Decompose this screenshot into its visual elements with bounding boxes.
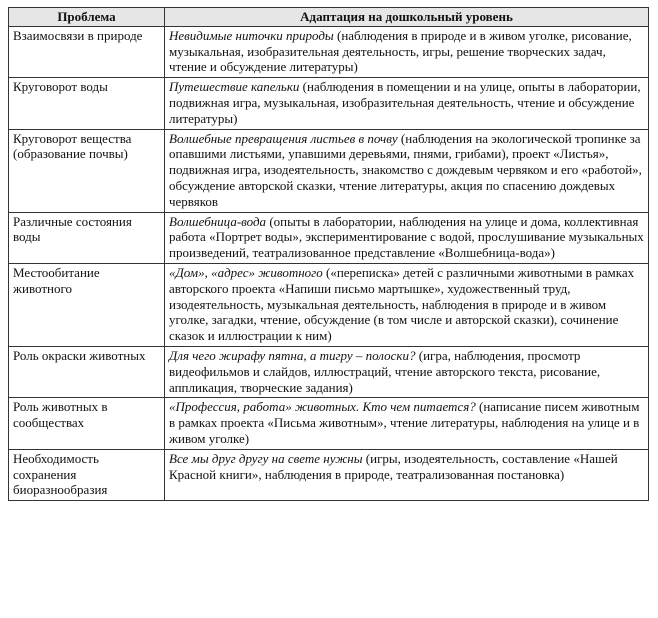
activity-title: Все мы друг другу на свете нужны bbox=[169, 450, 363, 466]
table-row bbox=[9, 129, 649, 212]
problem-cell: Круговорот воды bbox=[9, 78, 165, 129]
activity-title: Волшебница-вода bbox=[169, 213, 267, 229]
adaptation-cell bbox=[165, 78, 649, 129]
problem-cell: Различные состояния воды bbox=[9, 212, 165, 263]
activity-details: (игры, изодеятельность, составление «Нашей Красной книги», наблюдения в природе, театрализованная постановка) bbox=[169, 450, 618, 482]
table-row bbox=[9, 398, 649, 449]
problem-cell: Взаимосвязи в природе bbox=[9, 26, 165, 77]
table-row bbox=[9, 212, 649, 263]
activity-title: Путешествие капельки bbox=[169, 79, 300, 95]
activity-details: (игра, наблюдения, просмотр видеофильмов и слайдов, иллюстраций, чтение авторского текста, рисование, аппликация, творческие задания) bbox=[169, 347, 601, 395]
table-row bbox=[9, 346, 649, 397]
table-row bbox=[9, 78, 649, 129]
activity-title: Волшебные превращения листьев в почву bbox=[169, 130, 398, 146]
adaptation-cell bbox=[165, 449, 649, 500]
header-adaptation: Адаптация на дошкольный уровень bbox=[165, 8, 649, 27]
table-row bbox=[9, 26, 649, 77]
adaptation-cell bbox=[165, 263, 649, 346]
activity-title: «Дом», «адрес» животного bbox=[169, 264, 323, 280]
table-row bbox=[9, 263, 649, 346]
adaptation-cell bbox=[165, 398, 649, 449]
activity-title: Для чего жирафу пятна, а тигру – полоски? bbox=[169, 347, 416, 363]
adaptation-cell bbox=[165, 346, 649, 397]
problem-cell: Местообитание животного bbox=[9, 263, 165, 346]
adaptation-cell bbox=[165, 26, 649, 77]
activity-details: (наблюдения на экологической тропинке за опавшими листьями, упавшими деревьями, пнями, грибами), проект «Листья», подвижная игра, изодеятельность, знакомство с дождевым червяком и его «работой», обсуждение авторской сказки, чтение литературы, акция по спасению дождевых червяков bbox=[169, 130, 642, 209]
problem-cell: Роль животных в сообществах bbox=[9, 398, 165, 449]
table-row bbox=[9, 449, 649, 500]
problem-cell: Необходимость сохранения биоразнообразия bbox=[9, 449, 165, 500]
activity-details: (наблюдения в помещении и на улице, опыты в лаборатории, подвижная игра, музыкальная, изобразительная деятельность, чтение и обсуждение литературы) bbox=[169, 79, 641, 126]
adaptation-cell bbox=[165, 212, 649, 263]
activity-details: (написание писем животным в рамках проекта «Письма животным», чтение литературы, наблюдения на улице и в живом уголке) bbox=[169, 399, 640, 446]
problem-cell: Круговорот вещества (образование почвы) bbox=[9, 129, 165, 212]
header-problem: Проблема bbox=[9, 8, 165, 27]
activity-details: (наблюдения в природе и в живом уголке, рисование, музыкальная, изобразительная деятельность, игры, решение творческих задач, чтение и обсуждение литературы) bbox=[169, 27, 632, 75]
activity-details: («переписка» детей с различными животными в рамках авторского проекта «Напиши письмо мартышке», художественный труд, изодеятельность, музыкальная деятельность, наблюдения в природе и в живом уголке, загадки, чтение, обсуждение (в том числе и авторской сказки), сочинение сказок и иллюстрации к ним) bbox=[169, 264, 635, 344]
table-header-row bbox=[9, 8, 649, 27]
activity-details: (опыты в лаборатории, наблюдения на улице и дома, коллективная работа «Портрет воды», экспериментирование с водой, прослушивание музыкальных произведений, театрализованное представление «Волшебница-вода») bbox=[169, 213, 644, 261]
adaptation-table bbox=[8, 7, 649, 501]
activity-title: «Профессия, работа» животных. Кто чем питается? bbox=[169, 399, 476, 415]
adaptation-cell bbox=[165, 129, 649, 212]
problem-cell: Роль окраски животных bbox=[9, 346, 165, 397]
document-page bbox=[8, 7, 649, 501]
activity-title: Невидимые ниточки природы bbox=[169, 27, 334, 43]
